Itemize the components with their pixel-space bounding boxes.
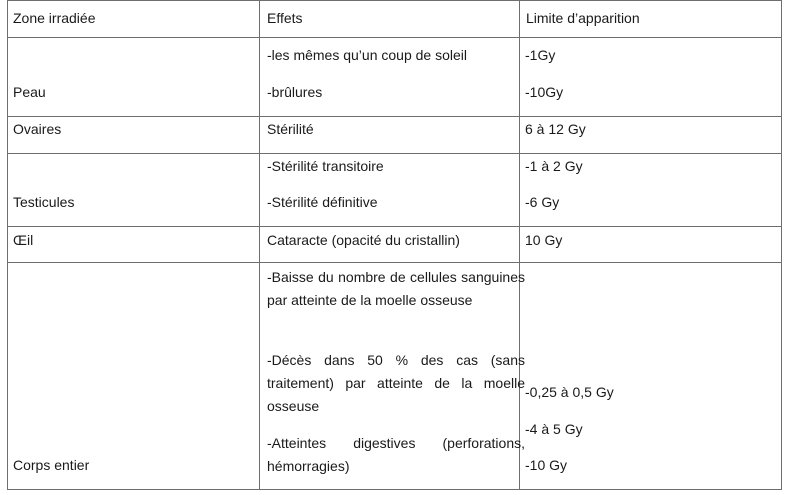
row-divider-peau	[7, 116, 782, 117]
header-effets: Effets	[267, 10, 303, 26]
limite-oeil: 10 Gy	[525, 232, 563, 248]
zone-oeil: Œil	[13, 232, 34, 248]
limite-corps-2: -4 à 5 Gy	[525, 421, 583, 437]
row-divider-header	[7, 37, 782, 38]
limite-ovaires: 6 à 12 Gy	[525, 121, 586, 137]
effet-ovaires: Stérilité	[267, 121, 314, 137]
effet-corps-1: -Baisse du nombre de cellules sanguines par atteinte de la moelle osseuse	[267, 269, 525, 308]
limite-testicules-2: -6 Gy	[525, 194, 560, 210]
limite-peau-1: -1Gy	[525, 47, 556, 63]
row-divider-ovaires	[7, 153, 782, 154]
limite-peau-2: -10Gy	[525, 84, 564, 100]
effet-peau-2: -brûlures	[267, 84, 323, 100]
effet-testicules-1: -Stérilité transitoire	[267, 158, 384, 174]
table-border-top	[7, 0, 782, 1]
zone-corps-entier: Corps entier	[13, 457, 90, 473]
effet-corps-2: -Décès dans 50 % des cas (sans traitement) par atteinte de la moelle osseuse	[267, 352, 525, 414]
header-limite: Limite d’apparition	[526, 10, 640, 26]
table-border-left	[7, 0, 8, 490]
limite-corps-3: -10 Gy	[525, 457, 568, 473]
radiation-effects-table	[7, 0, 782, 490]
effet-oeil: Cataracte (opacité du cristallin)	[267, 232, 460, 248]
zone-testicules: Testicules	[13, 194, 75, 210]
limite-testicules-1: -1 à 2 Gy	[525, 158, 583, 174]
table-border-right	[781, 0, 782, 490]
row-divider-testicules	[7, 226, 782, 227]
effet-corps-3: -Atteintes digestives (perforations, hémorragies)	[267, 435, 525, 474]
effet-peau-1: -les mêmes qu’un coup de soleil	[267, 47, 467, 63]
effet-testicules-2: -Stérilité définitive	[267, 194, 378, 210]
zone-ovaires: Ovaires	[13, 121, 62, 137]
header-zone: Zone irradiée	[13, 10, 96, 26]
limite-corps-1: -0,25 à 0,5 Gy	[525, 384, 614, 400]
row-divider-oeil	[7, 262, 782, 263]
column-divider-1	[259, 0, 260, 490]
table-border-bottom	[7, 489, 782, 490]
zone-peau: Peau	[13, 84, 46, 100]
